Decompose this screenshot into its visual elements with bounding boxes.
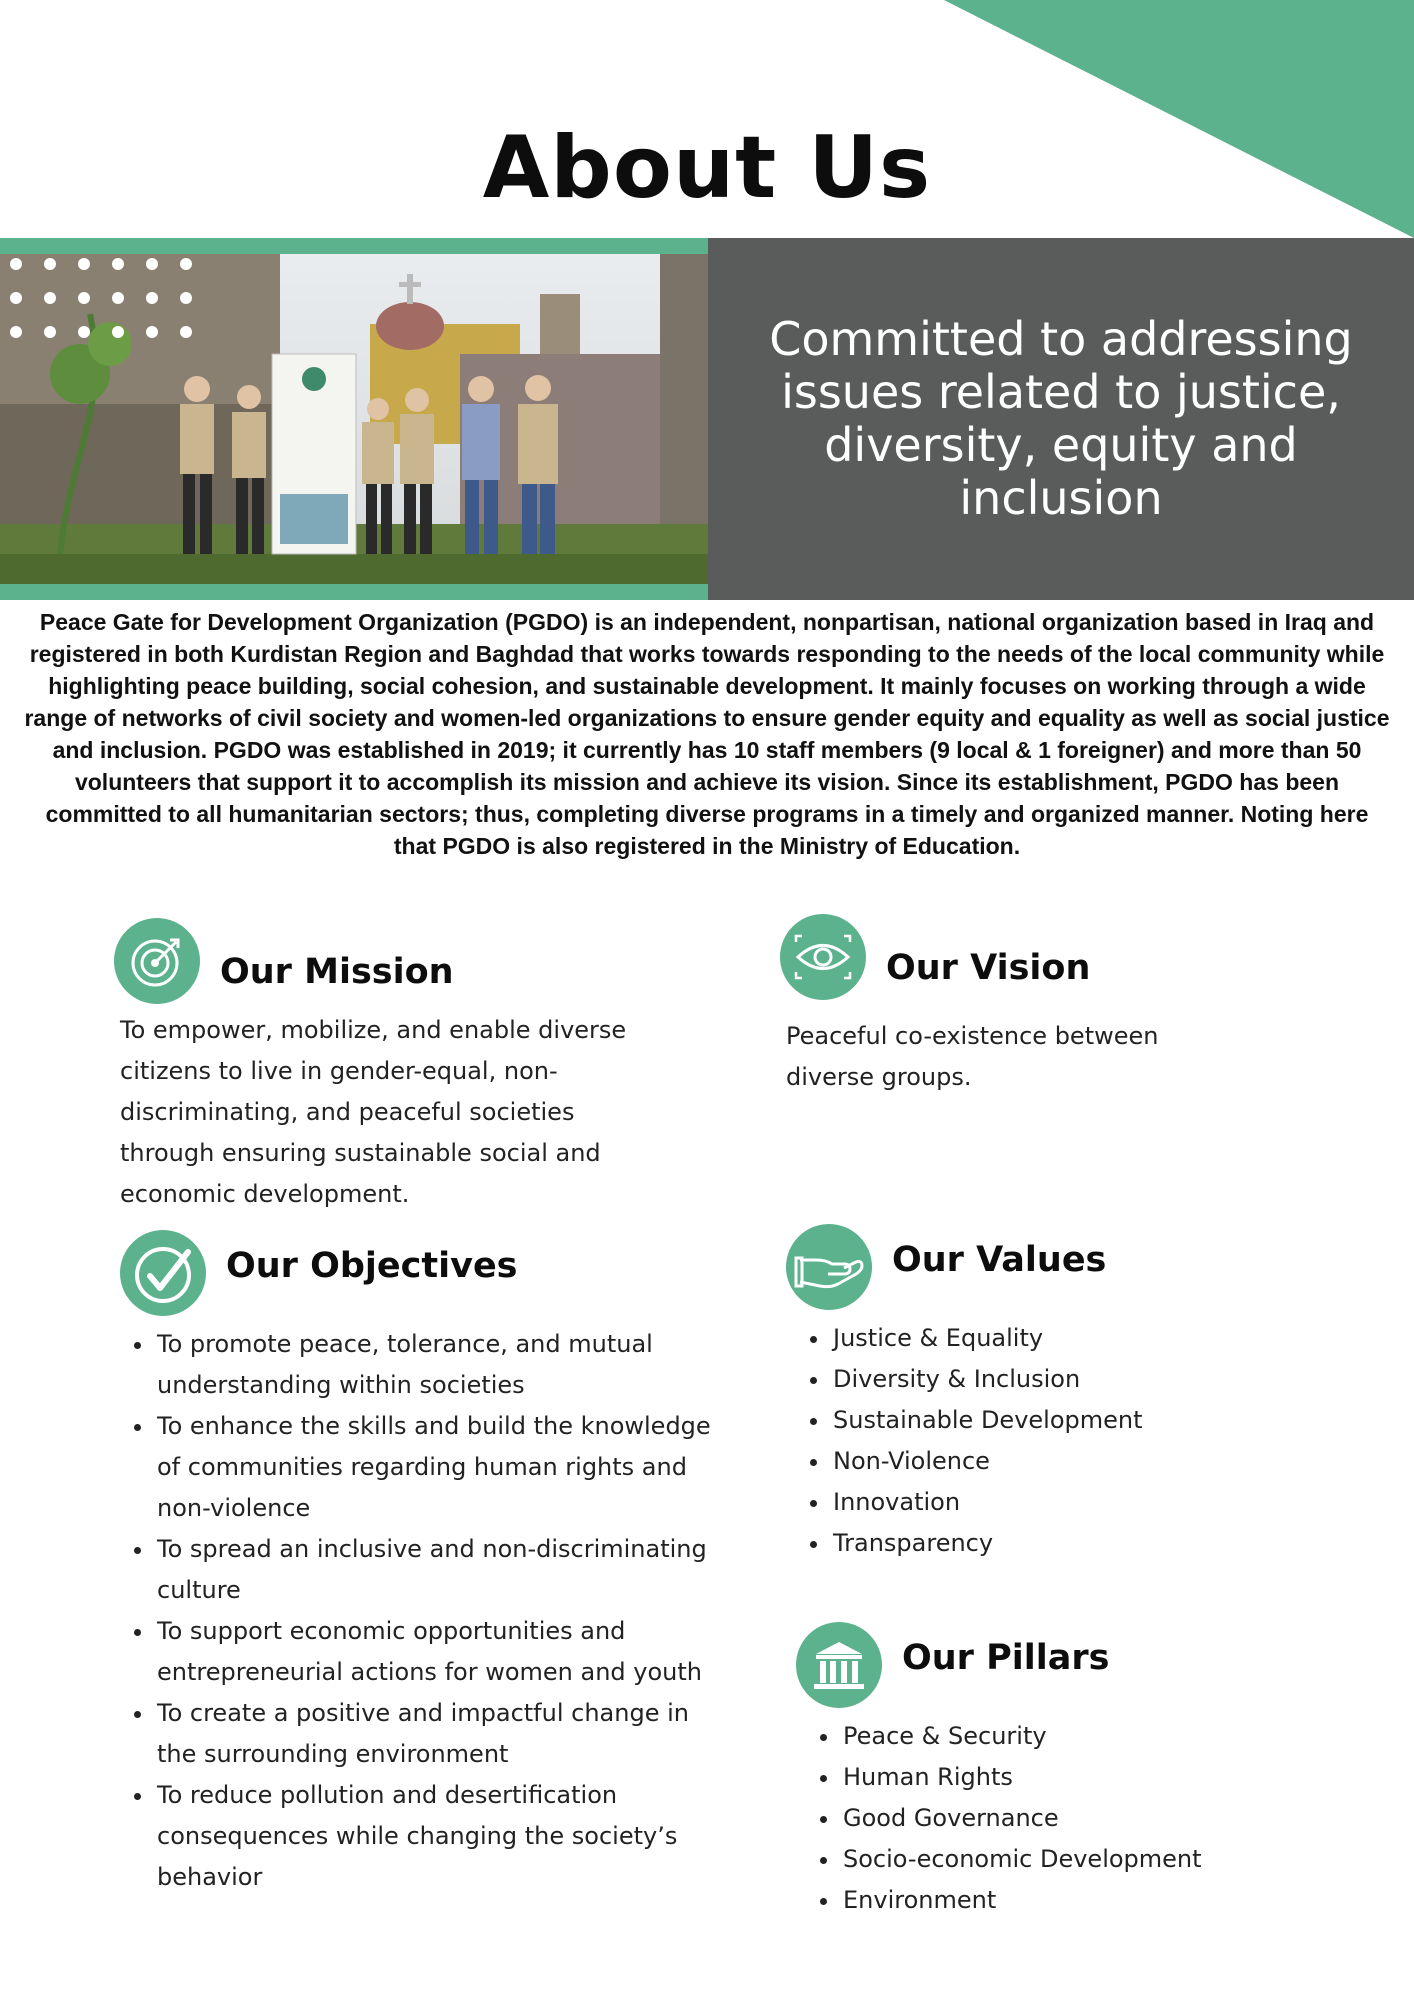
tagline-text: Committed to addressing issues related to justice, diversity, equity and inclusion [769, 312, 1353, 525]
value-item: • Justice & Equality [831, 1318, 1271, 1359]
value-item: • Innovation [831, 1482, 1271, 1523]
objective-item: • To reduce pollution and desertification consequences while changing the society’s behavior [155, 1775, 735, 1898]
team-photo [0, 254, 708, 584]
pillar-item: • Peace & Security [841, 1716, 1361, 1757]
banner-bottom-stripe [0, 584, 708, 600]
pillar-item: • Environment [841, 1880, 1361, 1921]
value-item: • Non-Violence [831, 1441, 1271, 1482]
objectives-list [120, 1324, 735, 1898]
vision-text: Peaceful co-existence between diverse groups. [786, 1022, 1159, 1091]
objective-item: • To support economic opportunities and entrepreneurial actions for women and youth [155, 1611, 735, 1693]
objective-item: • To spread an inclusive and non-discriminating culture [155, 1529, 735, 1611]
objective-item: • To enhance the skills and build the knowledge of communities regarding human rights and non-violence [155, 1406, 735, 1529]
pillars-list [806, 1716, 1361, 1921]
page-title: About Us [482, 118, 932, 218]
vision-title: Our Vision [886, 948, 1091, 988]
eye-icon [780, 914, 866, 1000]
dots-pattern-decoration [6, 254, 206, 344]
banner-top-stripe [0, 238, 708, 254]
mission-text: To empower, mobilize, and enable diverse citizens to live in gender-equal, non-discriminating, and peaceful societies through ensuring sustainable social and economic development. [120, 1016, 627, 1208]
value-item: • Diversity & Inclusion [831, 1359, 1271, 1400]
value-item: • Transparency [831, 1523, 1271, 1564]
tagline-panel [708, 238, 1414, 600]
objective-item: • To create a positive and impactful change in the surrounding environment [155, 1693, 735, 1775]
objective-item: • To promote peace, tolerance, and mutual understanding within societies [155, 1324, 735, 1406]
open-hand-icon [786, 1224, 872, 1310]
mission-title: Our Mission [220, 952, 454, 992]
pillars-building-icon [796, 1622, 882, 1708]
pillars-title: Our Pillars [902, 1638, 1110, 1678]
intro-paragraph: Peace Gate for Development Organization (PGDO) is an independent, nonpartisan, national organization based in Iraq and registered in both Kurdistan Region and Baghdad that works towards responding to the needs of the local community while highlighting peace building, social cohesion, and sustainable development. It mainly focuses on working through a wide range of networks of civil society and women-led organizations to ensure gender equity and equality as well as social justice and inclusion. PGDO was established in 2019; it currently has 10 staff members (9 local & 1 foreigner) and more than 50 volunteers that support it to accomplish its mission and achieve its vision. Since its establishment, PGDO has been committed to all humanitarian sectors; thus, completing diverse programs in a timely and organized manner. Noting here that PGDO is also registered in the Ministry of Education. [24, 609, 1390, 859]
hero-banner [0, 238, 1414, 600]
values-list [796, 1318, 1271, 1564]
pillar-item: • Socio-economic Development [841, 1839, 1361, 1880]
checkmark-icon [120, 1230, 206, 1316]
values-title: Our Values [892, 1240, 1107, 1280]
pillar-item: • Human Rights [841, 1757, 1361, 1798]
value-item: • Sustainable Development [831, 1400, 1271, 1441]
objectives-title: Our Objectives [226, 1246, 518, 1286]
target-icon [114, 918, 200, 1004]
pillar-item: • Good Governance [841, 1798, 1361, 1839]
